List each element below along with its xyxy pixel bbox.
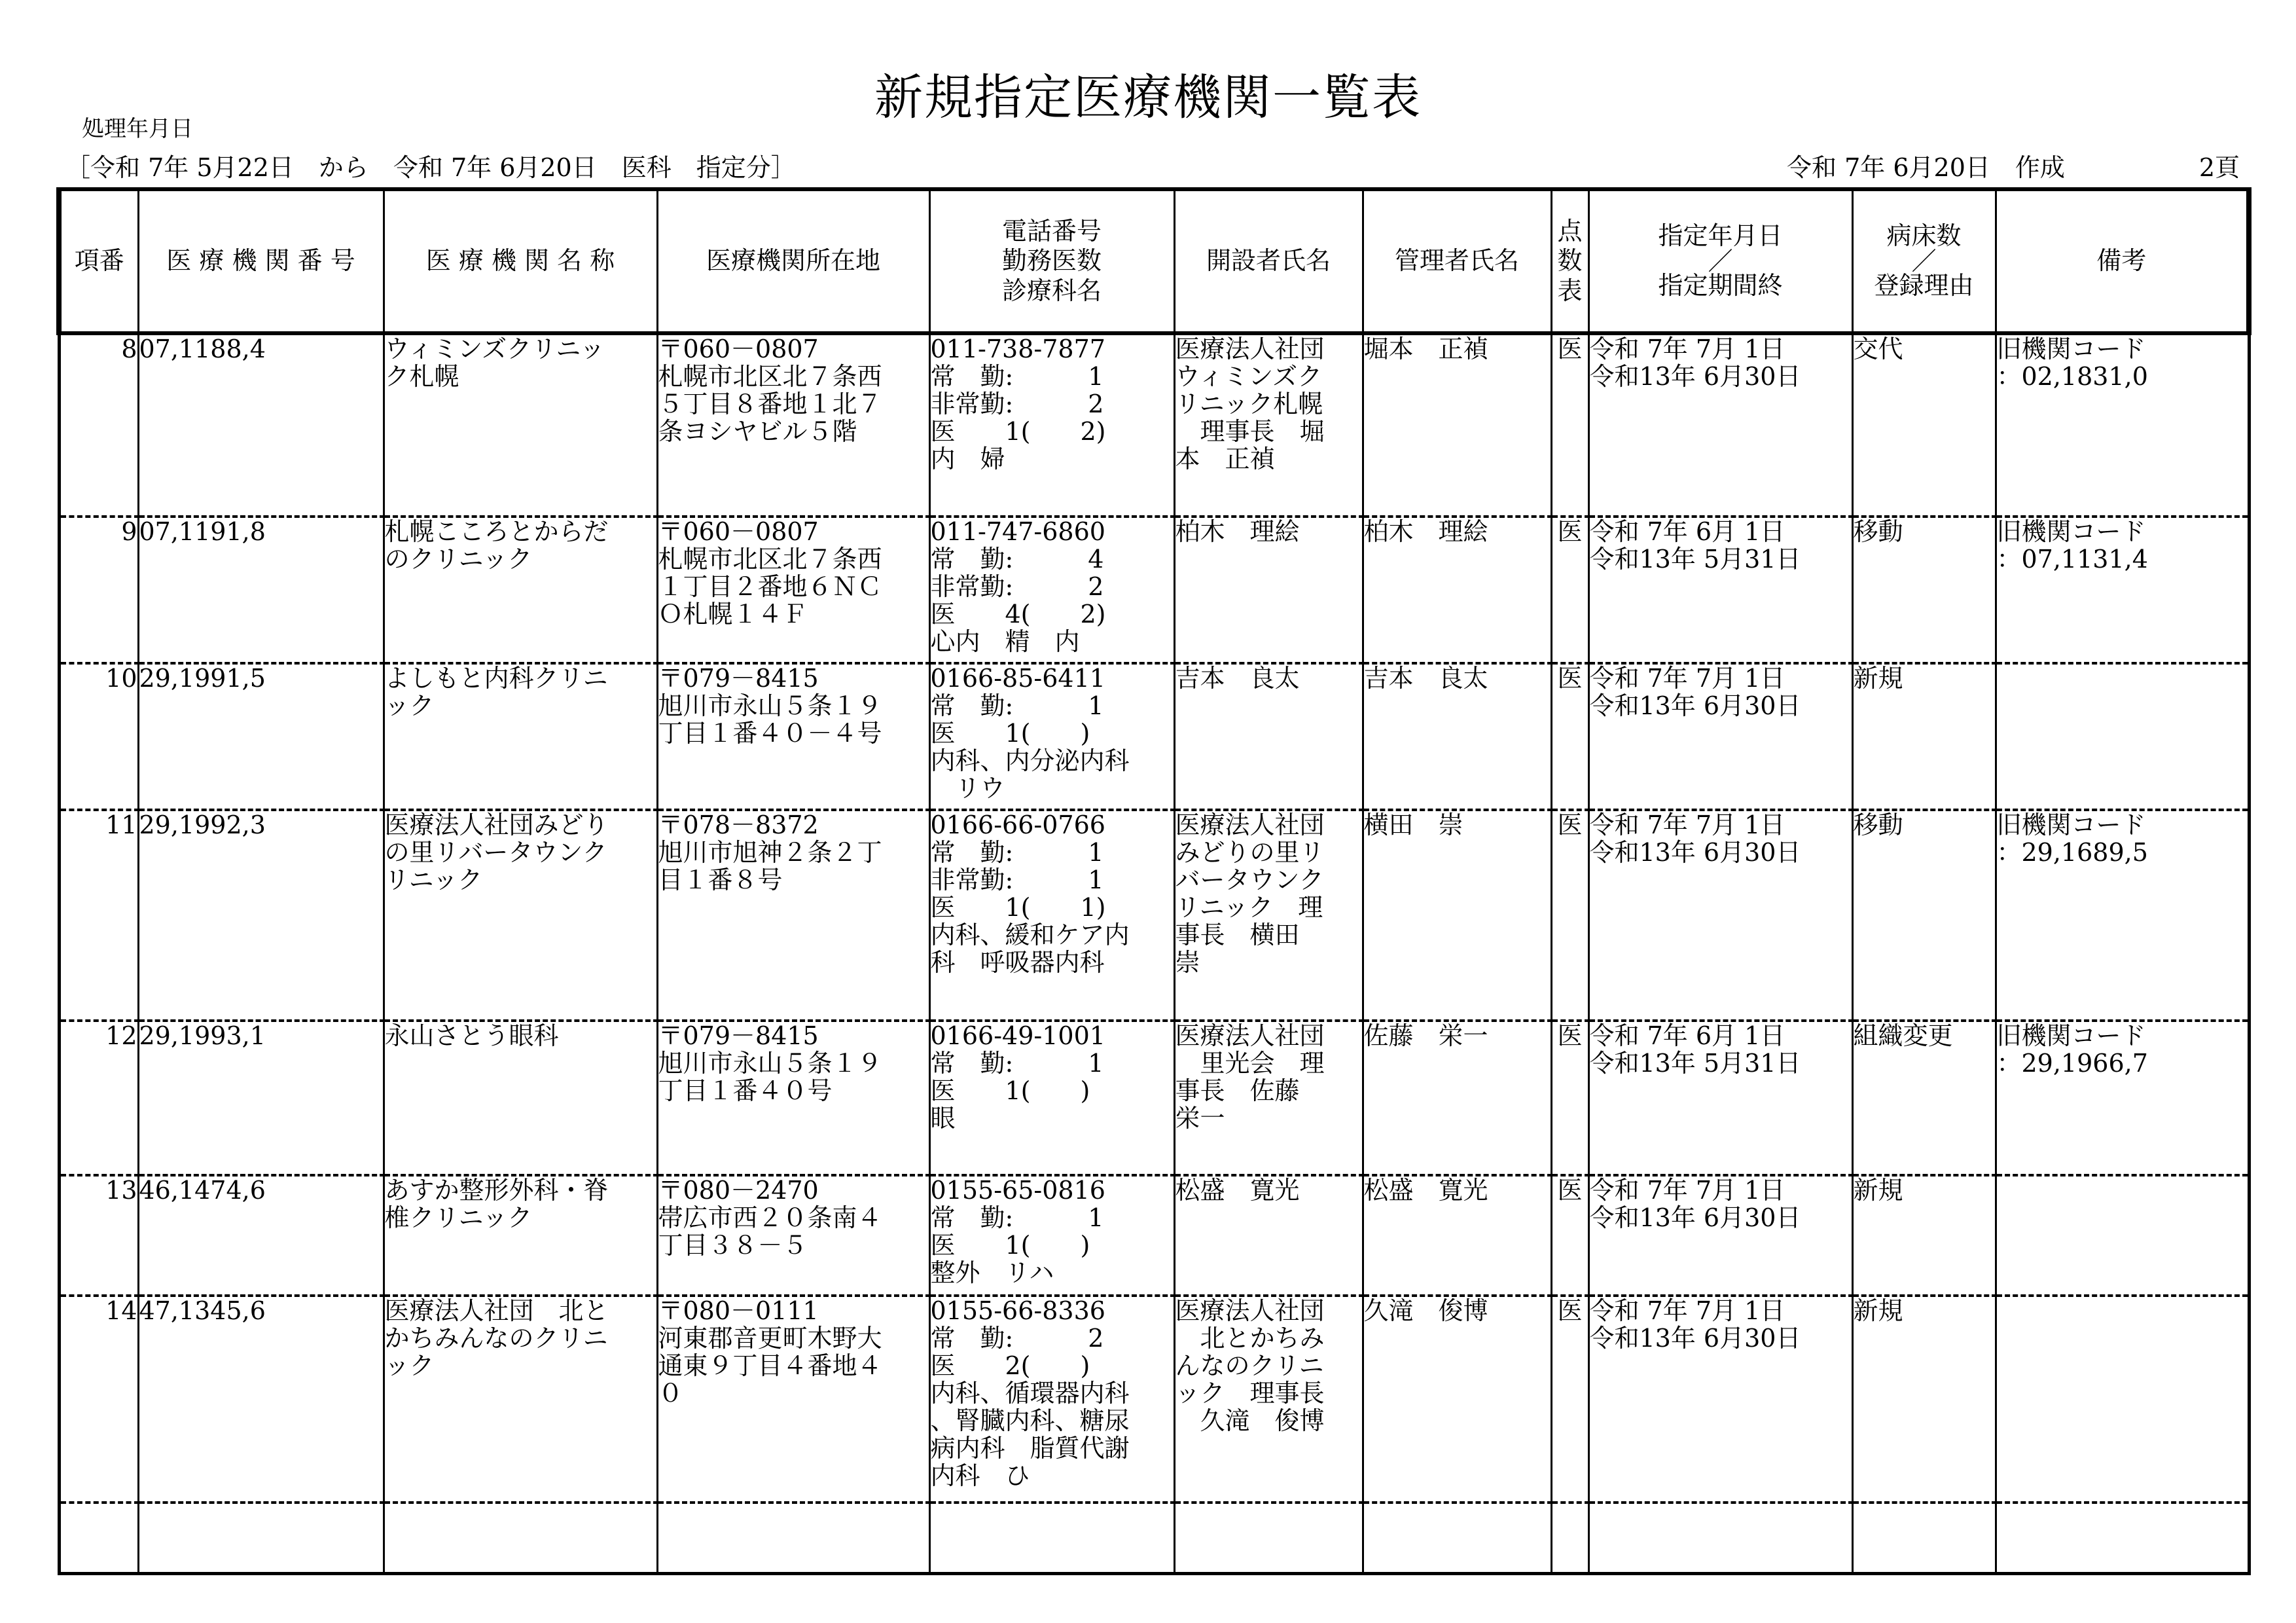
cell-phone: 0166-85-6411 常 勤: 1 医 1( ) 内科、内分泌内科 リウ: [929, 663, 1174, 810]
header-beds-line1: 病床数: [1886, 221, 1962, 251]
cell-inst-name: 札幌こころとからだ のクリニック: [384, 517, 657, 663]
cell-item-no: 11: [59, 810, 138, 1021]
cell-reason: 移動: [1852, 517, 1996, 663]
cell-founder: 吉本 良太: [1174, 663, 1363, 810]
cell-inst-code: 29,1991,5: [138, 663, 384, 810]
cell-ten: 医: [1551, 1021, 1588, 1175]
cell-inst-code: 47,1345,6: [138, 1296, 384, 1503]
cell-reason: 新規: [1852, 1175, 1996, 1296]
cell-item-no: 14: [59, 1296, 138, 1503]
cell-address: 〒080－0111 河東郡音更町木野大 通東９丁目４番地４ ０: [657, 1296, 929, 1503]
cell-remarks: 旧機関コード ：29,1689,5: [1996, 810, 2249, 1021]
cell-empty: [1852, 1503, 1996, 1573]
cell-manager: 横田 崇: [1363, 810, 1551, 1021]
header-remarks: 備考: [1996, 189, 2249, 333]
cell-phone: 011-747-6860 常 勤: 4 非常勤: 2 医 4( 2) 心内 精 内: [929, 517, 1174, 663]
header-manager: 管理者氏名: [1363, 189, 1551, 333]
cell-founder: 医療法人社団 みどりの里リ バータウンク リニック 理 事長 横田 崇: [1174, 810, 1363, 1021]
cell-inst-code: 07,1188,4: [138, 333, 384, 517]
cell-phone: 0155-65-0816 常 勤: 1 医 1( ) 整外 リハ: [929, 1175, 1174, 1296]
cell-inst-code: 07,1191,8: [138, 517, 384, 663]
cell-reason: 新規: [1852, 1296, 1996, 1503]
cell-inst-code: 29,1992,3: [138, 810, 384, 1021]
header-address: 医療機関所在地: [657, 189, 929, 333]
cell-empty: [929, 1503, 1174, 1573]
cell-item-no: 13: [59, 1175, 138, 1296]
cell-ten: 医: [1551, 663, 1588, 810]
table-row: [59, 517, 2249, 663]
cell-empty: [1363, 1503, 1551, 1573]
cell-dates: 令和 7年 7月 1日 令和13年 6月30日: [1588, 1175, 1852, 1296]
header-item-no: 項番: [59, 189, 138, 333]
institution-table: [56, 187, 2251, 1575]
designation-range: ［令和 7年 5月22日 から 令和 7年 6月20日 医科 指定分］: [65, 153, 796, 182]
page-title: 新規指定医療機関一覧表: [874, 69, 1422, 126]
table-row: [59, 810, 2249, 1021]
cell-manager: 松盛 寛光: [1363, 1175, 1551, 1296]
cell-empty: [1174, 1503, 1363, 1573]
cell-manager: 久滝 俊博: [1363, 1296, 1551, 1503]
cell-empty: [59, 1503, 138, 1573]
header-ten: [1551, 189, 1588, 333]
cell-dates: 令和 7年 6月 1日 令和13年 5月31日: [1588, 1021, 1852, 1175]
cell-address: 〒078－8372 旭川市旭神２条２丁 目１番８号: [657, 810, 929, 1021]
cell-item-no: 12: [59, 1021, 138, 1175]
cell-dates: 令和 7年 7月 1日 令和13年 6月30日: [1588, 810, 1852, 1021]
cell-item-no: 8: [59, 333, 138, 517]
cell-empty: [1551, 1503, 1588, 1573]
cell-empty: [1996, 1503, 2249, 1573]
header-beds-slash: ／: [1911, 247, 1937, 276]
cell-reason: 移動: [1852, 810, 1996, 1021]
cell-remarks: 旧機関コード ：07,1131,4: [1996, 517, 2249, 663]
header-dates-slash: ／: [1708, 247, 1733, 276]
cell-founder: 医療法人社団 里光会 理 事長 佐藤 栄一: [1174, 1021, 1363, 1175]
cell-dates: 令和 7年 7月 1日 令和13年 6月30日: [1588, 663, 1852, 810]
cell-address: 〒080－2470 帯広市西２０条南４ 丁目３８－５: [657, 1175, 929, 1296]
cell-address: 〒079－8415 旭川市永山５条１９ 丁目１番４０－４号: [657, 663, 929, 810]
header-dates: [1588, 189, 1852, 333]
cell-dates: 令和 7年 6月 1日 令和13年 5月31日: [1588, 517, 1852, 663]
header-phone: [929, 189, 1174, 333]
cell-inst-name: あすか整形外科・脊 椎クリニック: [384, 1175, 657, 1296]
cell-ten: 医: [1551, 333, 1588, 517]
cell-inst-code: 29,1993,1: [138, 1021, 384, 1175]
cell-ten: 医: [1551, 517, 1588, 663]
cell-item-no: 10: [59, 663, 138, 810]
header-beds-line2: 登録理由: [1874, 271, 1974, 300]
cell-remarks: 旧機関コード ：02,1831,0: [1996, 333, 2249, 517]
cell-manager: 堀本 正禎: [1363, 333, 1551, 517]
page-number: 2頁: [2198, 153, 2240, 182]
cell-dates: 令和 7年 7月 1日 令和13年 6月30日: [1588, 333, 1852, 517]
cell-phone: 0155-66-8336 常 勤: 2 医 2( ) 内科、循環器内科 、腎臓内科、糖尿 病内科 脂質代謝 内科 ひ: [929, 1296, 1174, 1503]
cell-empty: [657, 1503, 929, 1573]
table-row: [59, 663, 2249, 810]
cell-dates: 令和 7年 7月 1日 令和13年 6月30日: [1588, 1296, 1852, 1503]
cell-reason: 組織変更: [1852, 1021, 1996, 1175]
table-row: [59, 1296, 2249, 1503]
header-ten-line2: 数: [1557, 246, 1583, 276]
cell-remarks: 旧機関コード ：29,1966,7: [1996, 1021, 2249, 1175]
cell-reason: 新規: [1852, 663, 1996, 810]
header-dates-line2: 指定期間終: [1658, 271, 1783, 300]
cell-address: 〒060－0807 札幌市北区北７条西 １丁目２番地６ＮＣ Ｏ札幌１４Ｆ: [657, 517, 929, 663]
cell-founder: 松盛 寛光: [1174, 1175, 1363, 1296]
cell-founder: 医療法人社団 ウィミンズク リニック札幌 理事長 堀 本 正禎: [1174, 333, 1363, 517]
cell-inst-name: 医療法人社団みどり の里リバータウンク リニック: [384, 810, 657, 1021]
cell-ten: 医: [1551, 1296, 1588, 1503]
header-phone-line2: 勤務医数: [1001, 246, 1102, 276]
cell-manager: 佐藤 栄一: [1363, 1021, 1551, 1175]
processing-date-label: 処理年月日: [82, 116, 193, 142]
cell-empty: [384, 1503, 657, 1573]
cell-remarks: [1996, 1175, 2249, 1296]
table-row: [59, 1021, 2249, 1175]
cell-empty: [1588, 1503, 1852, 1573]
header-inst-code: 医 療 機 関 番 号: [138, 189, 384, 333]
header-dates-line1: 指定年月日: [1658, 221, 1783, 251]
header-ten-line1: 点: [1557, 216, 1583, 246]
cell-ten: 医: [1551, 810, 1588, 1021]
header-inst-name: 医 療 機 関 名 称: [384, 189, 657, 333]
cell-inst-name: 医療法人社団 北と かちみんなのクリニ ック: [384, 1296, 657, 1503]
cell-founder: 柏木 理絵: [1174, 517, 1363, 663]
header-beds: [1852, 189, 1996, 333]
cell-address: 〒060－0807 札幌市北区北７条西 ５丁目８番地１北７ 条ヨシヤビル５階: [657, 333, 929, 517]
header-phone-line1: 電話番号: [1001, 216, 1102, 246]
cell-phone: 0166-66-0766 常 勤: 1 非常勤: 1 医 1( 1) 内科、緩和ケア内 科 呼吸器内科: [929, 810, 1174, 1021]
cell-founder: 医療法人社団 北とかちみ んなのクリニ ック 理事長 久滝 俊博: [1174, 1296, 1363, 1503]
cell-manager: 柏木 理絵: [1363, 517, 1551, 663]
cell-remarks: [1996, 663, 2249, 810]
cell-address: 〒079－8415 旭川市永山５条１９ 丁目１番４０号: [657, 1021, 929, 1175]
cell-inst-name: よしもと内科クリニ ック: [384, 663, 657, 810]
cell-remarks: [1996, 1296, 2249, 1503]
cell-reason: 交代: [1852, 333, 1996, 517]
cell-inst-name: 永山さとう眼科: [384, 1021, 657, 1175]
table-row: [59, 1175, 2249, 1296]
cell-empty: [138, 1503, 384, 1573]
cell-phone: 0166-49-1001 常 勤: 1 医 1( ) 眼: [929, 1021, 1174, 1175]
cell-inst-code: 46,1474,6: [138, 1175, 384, 1296]
header-phone-line3: 診療科名: [1001, 276, 1102, 305]
cell-phone: 011-738-7877 常 勤: 1 非常勤: 2 医 1( 2) 内 婦: [929, 333, 1174, 517]
created-date: 令和 7年 6月20日 作成: [1787, 153, 2065, 182]
table-header-row: [59, 189, 2249, 333]
header-ten-line3: 表: [1557, 276, 1583, 305]
table-row: [59, 333, 2249, 517]
cell-manager: 吉本 良太: [1363, 663, 1551, 810]
cell-ten: 医: [1551, 1175, 1588, 1296]
cell-inst-name: ウィミンズクリニッ ク札幌: [384, 333, 657, 517]
header-founder: 開設者氏名: [1174, 189, 1363, 333]
cell-item-no: 9: [59, 517, 138, 663]
table-row-empty: [59, 1503, 2249, 1573]
